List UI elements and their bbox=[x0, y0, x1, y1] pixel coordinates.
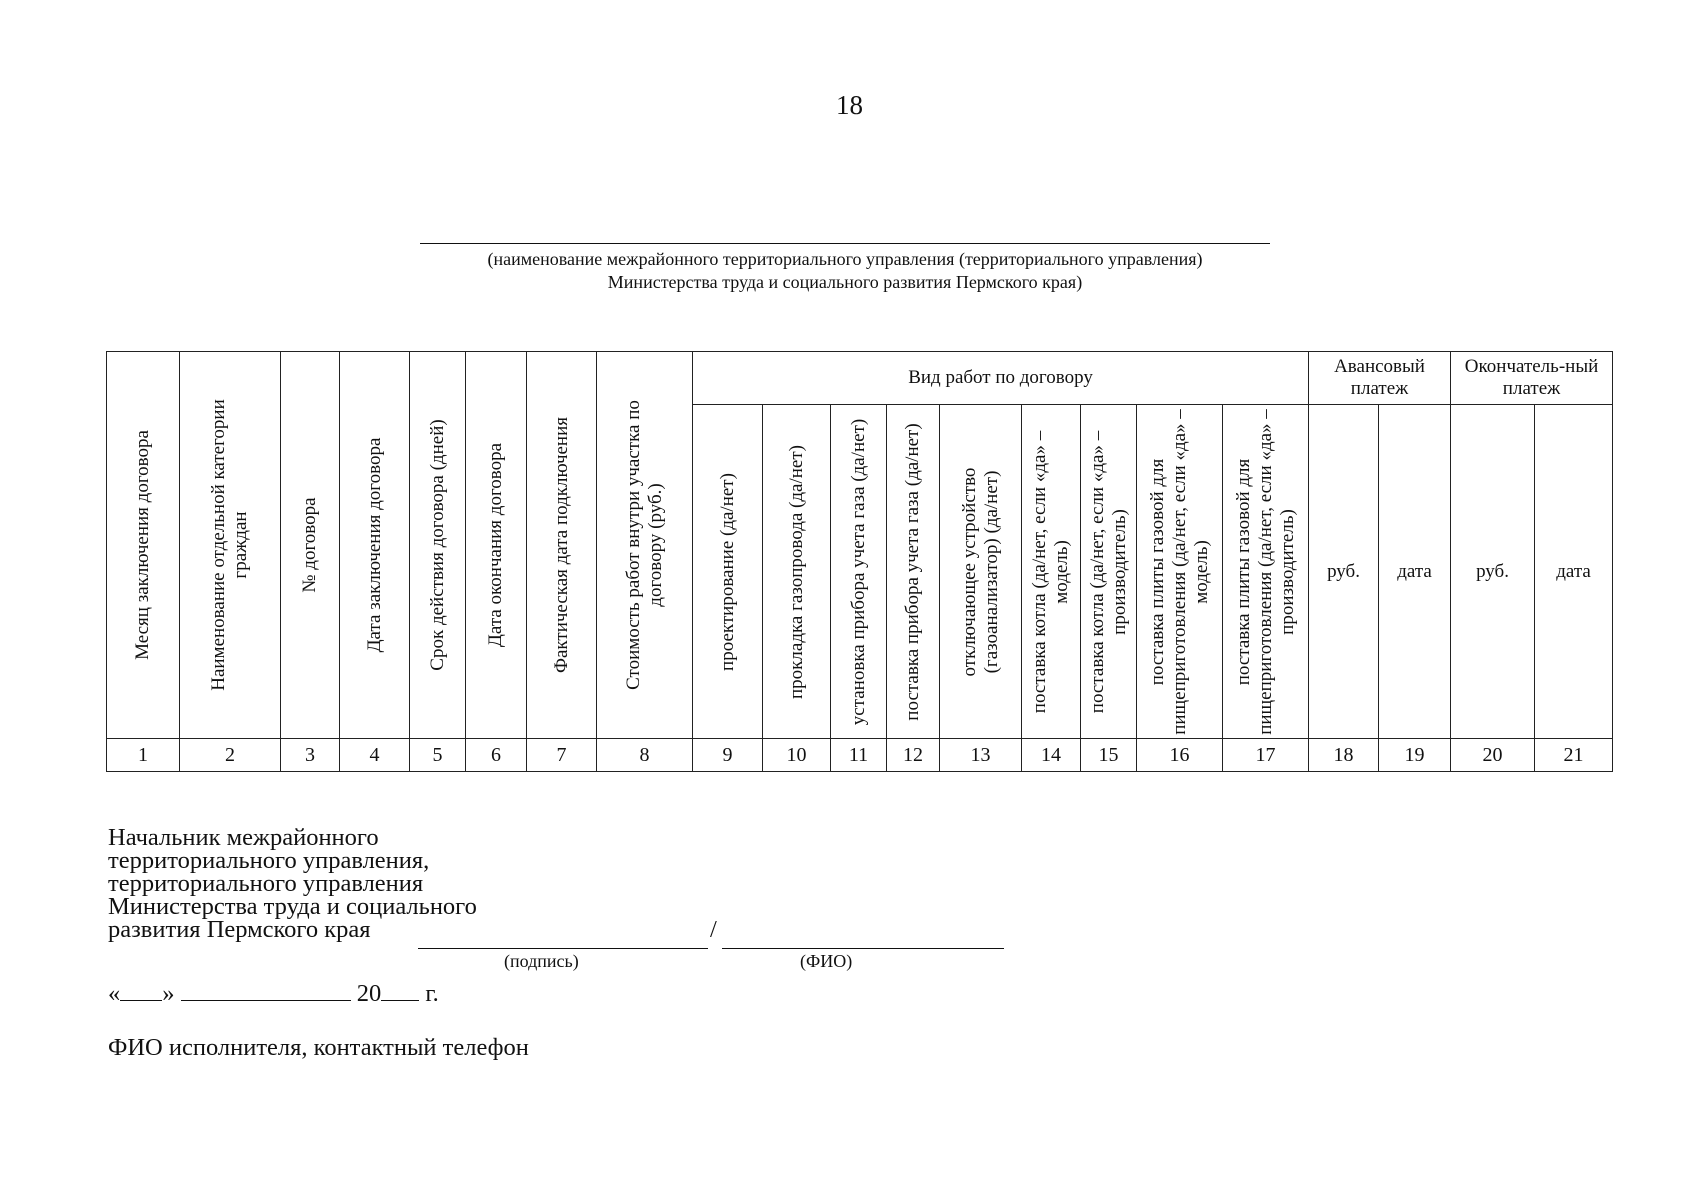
column-number: 18 bbox=[1309, 739, 1379, 772]
column-number: 12 bbox=[887, 739, 940, 772]
header-advance-rub: руб. bbox=[1309, 405, 1379, 739]
date-open-quote: « bbox=[108, 980, 121, 1007]
fio-caption: (ФИО) bbox=[800, 951, 853, 971]
page-number: 18 bbox=[836, 90, 863, 120]
column-number: 1 bbox=[107, 739, 180, 772]
fio-blank-line bbox=[722, 948, 1004, 949]
signatory-title-line: территориального управления, bbox=[108, 847, 430, 874]
header-final-date: дата bbox=[1535, 405, 1613, 739]
year-blank bbox=[381, 978, 419, 1001]
column-number: 10 bbox=[763, 739, 831, 772]
signatory-title bbox=[108, 826, 477, 918]
header-design: проектирование (да/нет) bbox=[693, 405, 763, 739]
header-pipeline-laying: прокладка газопровода (да/нет) bbox=[763, 405, 831, 739]
signatory-title-line: Начальник межрайонного bbox=[108, 824, 379, 851]
column-number: 21 bbox=[1535, 739, 1613, 772]
column-number: 5 bbox=[410, 739, 466, 772]
header-contract-date: Дата заключения договора bbox=[340, 352, 410, 739]
header-shutoff-device: отключающее устройство (газоанализатор) (да/нет) bbox=[940, 405, 1022, 739]
day-blank bbox=[120, 978, 162, 1001]
column-number: 3 bbox=[281, 739, 340, 772]
header-works-cost: Стоимость работ внутри участка по договору (руб.) bbox=[597, 352, 693, 739]
executor-contact: ФИО исполнителя, контактный телефон bbox=[108, 1034, 529, 1061]
column-number: 9 bbox=[693, 739, 763, 772]
header-connection-date: Фактическая дата подключения bbox=[527, 352, 597, 739]
column-number: 4 bbox=[340, 739, 410, 772]
signatory-title-line: территориального управления bbox=[108, 870, 424, 897]
header-final-payment: Окончатель-ный платеж bbox=[1451, 352, 1613, 405]
header-contract-number: № договора bbox=[281, 352, 340, 739]
header-citizen-category: Наименование отдельной категории граждан bbox=[180, 352, 281, 739]
column-number: 20 bbox=[1451, 739, 1535, 772]
column-number: 8 bbox=[597, 739, 693, 772]
column-number: 2 bbox=[180, 739, 281, 772]
org-caption-line-2: Министерства труда и социального развития Пермского края) bbox=[607, 272, 1083, 292]
signatory-title-line: Министерства труда и социального bbox=[108, 893, 477, 920]
month-blank bbox=[181, 978, 351, 1001]
header-contract-term: Срок действия договора (дней) bbox=[410, 352, 466, 739]
column-number: 7 bbox=[527, 739, 597, 772]
header-meter-supply: поставка прибора учета газа (да/нет) bbox=[887, 405, 940, 739]
header-contract-month: Месяц заключения договора bbox=[107, 352, 180, 739]
signature-separator: / bbox=[710, 916, 717, 943]
header-work-type-group: Вид работ по договору bbox=[693, 352, 1309, 405]
org-name-blank-line bbox=[420, 243, 1270, 244]
column-number: 15 bbox=[1081, 739, 1137, 772]
header-meter-installation: установка прибора учета газа (да/нет) bbox=[831, 405, 887, 739]
column-number: 11 bbox=[831, 739, 887, 772]
header-advance-date: дата bbox=[1379, 405, 1451, 739]
header-boiler-manufacturer: поставка котла (да/нет, если «да» – производитель) bbox=[1081, 405, 1137, 739]
column-number: 6 bbox=[466, 739, 527, 772]
header-advance-payment: Авансовый платеж bbox=[1309, 352, 1451, 405]
org-caption-line-1: (наименование межрайонного территориального управления (территориального управления) bbox=[487, 249, 1203, 269]
header-final-rub: руб. bbox=[1451, 405, 1535, 739]
header-contract-end-date: Дата окончания договора bbox=[466, 352, 527, 739]
org-name-caption bbox=[380, 248, 1310, 294]
year-suffix: г. bbox=[425, 980, 439, 1007]
signatory-title-last-line: развития Пермского края bbox=[108, 916, 371, 943]
header-boiler-model: поставка котла (да/нет, если «да» – модель) bbox=[1022, 405, 1081, 739]
signature-blank-line bbox=[418, 948, 708, 949]
column-number: 14 bbox=[1022, 739, 1081, 772]
header-stove-manufacturer: поставка плиты газовой для пищеприготовления (да/нет, если «да» – производитель) bbox=[1223, 405, 1309, 739]
column-number: 13 bbox=[940, 739, 1022, 772]
column-number: 17 bbox=[1223, 739, 1309, 772]
signature-caption: (подпись) bbox=[504, 951, 579, 971]
header-stove-model: поставка плиты газовой для пищеприготовления (да/нет, если «да» – модель) bbox=[1137, 405, 1223, 739]
column-number: 16 bbox=[1137, 739, 1223, 772]
year-prefix: 20 bbox=[356, 980, 382, 1007]
report-table bbox=[106, 351, 1613, 772]
date-close-quote: » bbox=[162, 980, 175, 1007]
column-number: 19 bbox=[1379, 739, 1451, 772]
date-line bbox=[108, 978, 439, 1008]
